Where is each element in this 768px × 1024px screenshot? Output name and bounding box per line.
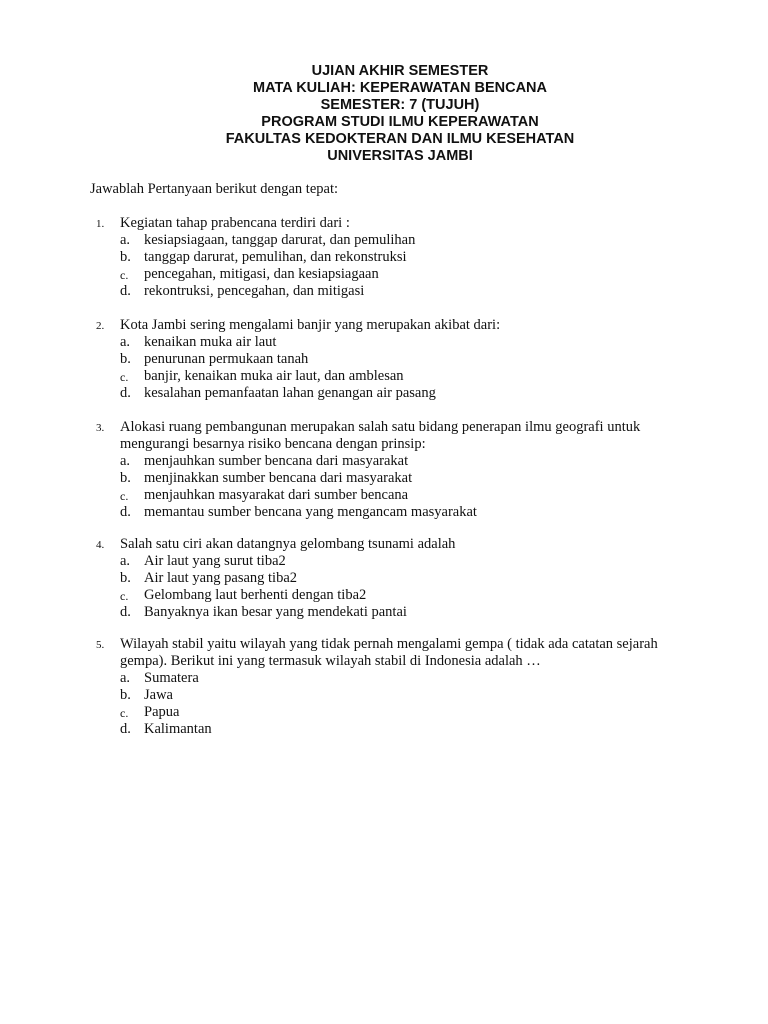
option-text: Air laut yang pasang tiba2 [144,569,298,586]
option-letter: c. [120,588,129,603]
question-line: Alokasi ruang pembangunan merupakan salah satu bidang penerapan ilmu geografi untuk [120,419,641,435]
option-a [96,334,500,351]
option-text: memantau sumber bencana yang mengancam masyarakat [144,503,477,520]
instruction-text: Jawablah Pertanyaan berikut dengan tepat: [90,181,339,197]
question-text [96,536,455,553]
option-text: Kalimantan [144,720,212,737]
option-text: tanggap darurat, pemulihan, dan rekonstruksi [144,248,407,265]
option-letter: c. [120,705,129,720]
option-text: kesalahan pemanfaatan lahan genangan air pasang [144,384,436,401]
question-text [96,636,658,653]
option-letter: c. [120,488,129,503]
option-a [96,670,658,687]
option-letter: d. [120,720,131,737]
question-1 [96,215,415,300]
option-letter: d. [120,503,131,520]
option-text: penurunan permukaan tanah [144,350,309,367]
option-text: menjinakkan sumber bencana dari masyarakat [144,469,413,486]
header-course: MATA KULIAH: KEPERAWATAN BENCANA [252,79,547,96]
question-number: 4. [96,539,105,551]
option-text: kenaikan muka air laut [144,333,277,350]
option-letter: d. [120,384,131,401]
option-a [96,553,455,570]
question-line: Kota Jambi sering mengalami banjir yang merupakan akibat dari: [120,317,501,333]
question-number: 5. [96,639,105,651]
option-b [96,351,500,368]
option-a [96,232,415,249]
option-b [96,249,415,266]
option-text: Papua [144,703,180,720]
option-text: kesiapsiagaan, tanggap darurat, dan pemulihan [144,231,416,248]
question-line: gempa). Berikut ini yang termasuk wilayah stabil di Indonesia adalah … [120,652,541,669]
header-semester: SEMESTER: 7 (TUJUH) [320,96,480,113]
question-text [96,317,500,334]
option-text: banjir, kenaikan muka air laut, dan amblesan [144,367,404,384]
option-c [96,704,658,721]
option-letter: a. [120,452,131,469]
exam-header [0,63,768,164]
option-c [96,266,415,283]
option-c [96,587,455,604]
option-text: pencegahan, mitigasi, dan kesiapsiagaan [144,265,379,282]
option-text: Jawa [144,686,173,703]
option-b [96,570,455,587]
option-text: rekontruksi, pencegahan, dan mitigasi [144,282,365,299]
option-c [96,368,500,385]
option-letter: a. [120,231,131,248]
question-line: Salah satu ciri akan datangnya gelombang tsunami adalah [120,536,456,552]
question-2 [96,317,500,402]
option-letter: c. [120,267,129,282]
option-text: menjauhkan sumber bencana dari masyarakat [144,452,409,469]
question-text [96,419,640,436]
option-d [96,283,415,300]
option-b [96,470,640,487]
option-d [96,385,500,402]
option-letter: a. [120,552,131,569]
option-d [96,721,658,738]
option-letter: c. [120,369,129,384]
option-text: menjauhkan masyarakat dari sumber bencana [144,486,409,503]
option-letter: a. [120,669,131,686]
option-letter: b. [120,469,131,486]
option-letter: d. [120,282,131,299]
question-3 [96,419,640,520]
option-d [96,504,640,521]
option-letter: a. [120,333,131,350]
question-number: 2. [96,320,105,332]
option-letter: b. [120,350,131,367]
header-title: UJIAN AKHIR SEMESTER [311,63,489,79]
header-program: PROGRAM STUDI ILMU KEPERAWATAN [261,113,539,130]
option-text: Gelombang laut berhenti dengan tiba2 [144,586,367,603]
option-letter: b. [120,686,131,703]
question-line: Kegiatan tahap prabencana terdiri dari : [120,215,350,231]
option-text: Banyaknya ikan besar yang mendekati pantai [144,603,407,620]
question-4 [96,536,455,621]
option-letter: b. [120,248,131,265]
option-text: Air laut yang surut tiba2 [144,552,286,569]
option-text: Sumatera [144,669,199,686]
option-b [96,687,658,704]
question-line: Wilayah stabil yaitu wilayah yang tidak pernah mengalami gempa ( tidak ada catatan sejarah [120,636,658,652]
question-line: mengurangi besarnya risiko bencana dengan prinsip: [120,435,426,452]
question-text-continued [96,436,640,453]
header-university: UNIVERSITAS JAMBI [327,147,473,164]
question-number: 1. [96,218,105,230]
question-number: 3. [96,422,105,434]
header-faculty: FAKULTAS KEDOKTERAN DAN ILMU KESEHATAN [225,130,575,147]
option-letter: b. [120,569,131,586]
option-a [96,453,640,470]
question-text-continued [96,653,658,670]
question-text [96,215,415,232]
option-c [96,487,640,504]
option-letter: d. [120,603,131,620]
question-5 [96,636,658,737]
option-d [96,604,455,621]
